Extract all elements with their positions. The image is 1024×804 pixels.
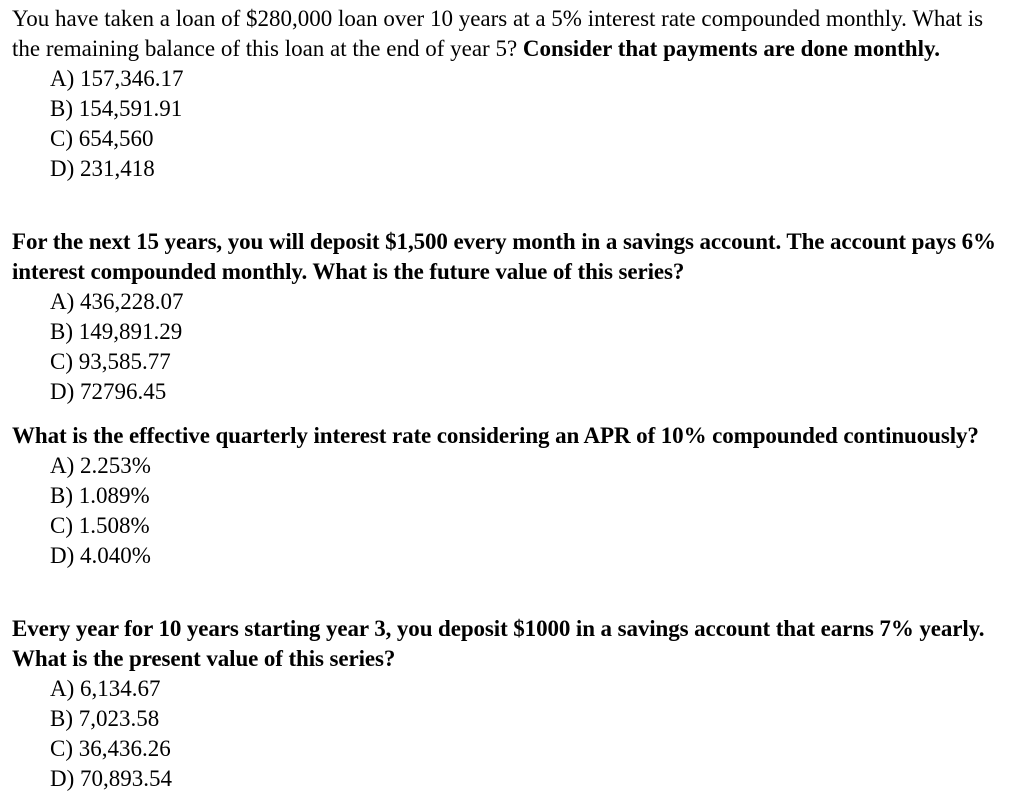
question-1-options — [12, 64, 1012, 184]
question-4-option-c: C) 36,436.26 — [50, 736, 171, 761]
question-1 — [12, 4, 1012, 184]
question-1-stem-text: You have taken a loan of $280,000 loan over 10 years at a 5% interest rate compounded monthly. What is the remaining balance of this loan at the end of year 5? — [12, 6, 984, 61]
question-1-option-a: A) 157,346.17 — [50, 66, 184, 91]
question-2-option-b: B) 149,891.29 — [50, 319, 183, 344]
question-4-options — [12, 674, 1012, 794]
question-4-option-d: D) 70,893.54 — [50, 766, 173, 791]
question-2 — [12, 227, 1012, 407]
question-2-stem: For the next 15 years, you will deposit $1,500 every month in a savings account. The account pays 6% interest compounded monthly. What is the future value of this series? — [12, 229, 996, 284]
question-1-stem-emphasis: Consider that payments are done monthly. — [522, 36, 940, 61]
question-2-option-d: D) 72796.45 — [50, 379, 167, 404]
question-3 — [12, 421, 1012, 571]
question-1-stem — [12, 4, 1012, 64]
question-2-options — [12, 287, 1012, 407]
question-1-option-c: C) 654,560 — [50, 126, 154, 151]
question-2-option-c: C) 93,585.77 — [50, 349, 171, 374]
question-4-stem: Every year for 10 years starting year 3, you deposit $1000 in a savings account that earns 7% yearly. What is the present value of this series? — [12, 616, 985, 671]
question-4 — [12, 614, 1012, 794]
question-3-options — [12, 451, 1012, 571]
question-4-option-b: B) 7,023.58 — [50, 706, 160, 731]
question-2-option-a: A) 436,228.07 — [50, 289, 184, 314]
question-3-stem: What is the effective quarterly interest rate considering an APR of 10% compounded continuously? — [12, 423, 979, 448]
question-1-option-b: B) 154,591.91 — [50, 96, 183, 121]
question-3-option-d: D) 4.040% — [50, 543, 151, 568]
question-3-option-a: A) 2.253% — [50, 453, 151, 478]
question-3-option-c: C) 1.508% — [50, 513, 150, 538]
question-1-option-d: D) 231,418 — [50, 156, 155, 181]
question-4-option-a: A) 6,134.67 — [50, 676, 161, 701]
question-3-option-b: B) 1.089% — [50, 483, 150, 508]
